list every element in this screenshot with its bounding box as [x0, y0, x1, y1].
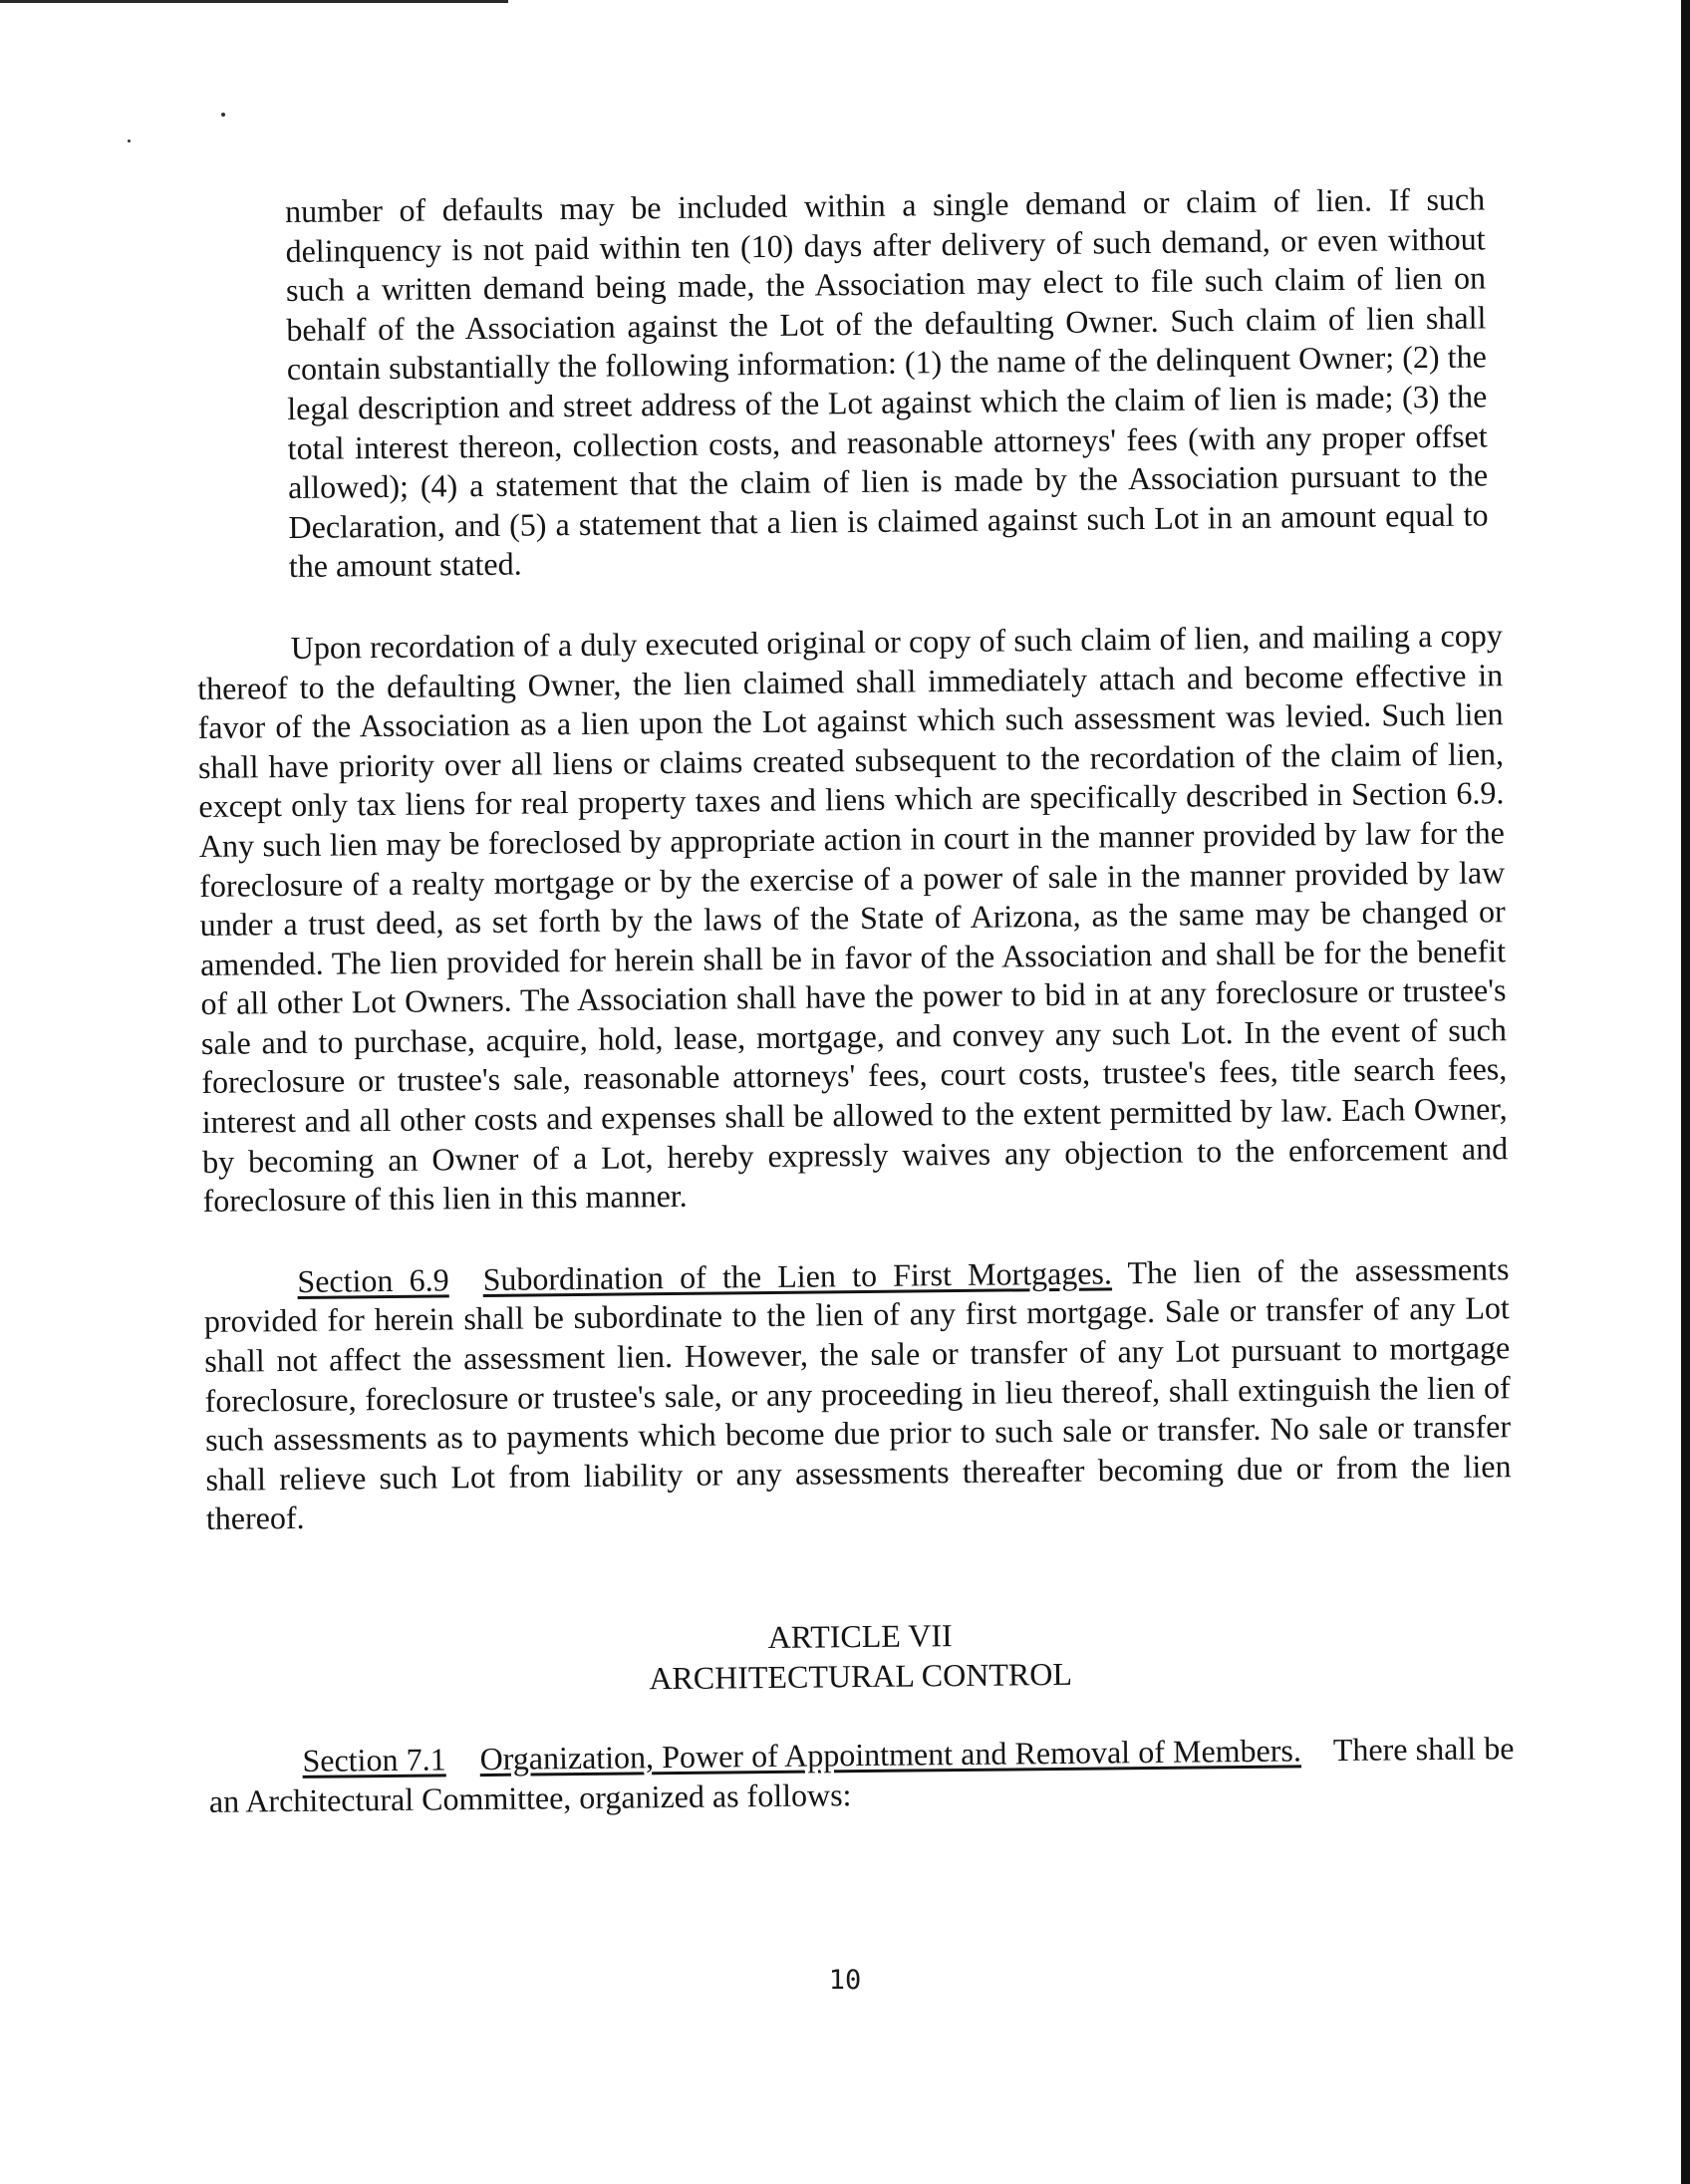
document-body [192, 179, 1515, 1821]
recordation-paragraph: Upon recordation of a duly executed original or copy of such claim of lien, and mailing a copy thereof to the defaulting Owner, the lien claimed shall immediately attach and become effective in favor of the Association as a lien upon the Lot against which such assessment was levied. Such lien shall have priority over all liens or claims created subsequent to the recordation of the claim of lien, except only tax liens for real property taxes and liens which are specifically described in Section 6.9. Any such lien may be foreclosed by appropriate action in court in the manner provided by law for the foreclosure of a realty mortgage or by the exercise of a power of sale in the manner provided by law under a trust deed, as set forth by the laws of the State of Arizona, as the same may be changed or amended. The lien provided for herein shall be in favor of the Association and shall be for the benefit of all other Lot Owners. The Association shall have the power to bid in at any foreclosure or trustee's sale and to purchase, acquire, hold, lease, mortgage, and convey any such Lot. In the event of such foreclosure or trustee's sale, reasonable attorneys' fees, court costs, trustee's fees, title search fees, interest and all other costs and expenses shall be allowed to the extent permitted by law. Each Owner, by becoming an Owner of a Lot, hereby expressly waives any objection to the enforcement and foreclosure of this lien in this manner. [197, 617, 1509, 1220]
scan-speck [128, 139, 131, 142]
section-body: The lien of the assessments provided for herein shall be subordinate to the lien of any first mortgage. Sale or transfer of any Lot shall not affect the assessment lien. However, the sale or transfer of any Lot pursuant to mortgage foreclosure, foreclosure or trustee's sale, or any proceeding in lieu thereof, shall extinguish the lien of such assessments as to payments which become due prior to such sale or transfer. No sale or transfer shall relieve such Lot from liability or any assessments thereafter becoming due or from the lien thereof. [203, 1250, 1512, 1537]
section-title: Subordination of the Lien to First Mortgages. [482, 1254, 1113, 1297]
section-number: Section 6.9 [297, 1261, 449, 1299]
page-number: 10 [828, 1965, 862, 1996]
continued-paragraph: number of defaults may be included within a single demand or claim of lien. If such delinquency is not paid within ten (10) days after delivery of such demand, or even without such a written demand being made, the Association may elect to file such claim of lien on behalf of the Association against the Lot of the defaulting Owner. Such claim of lien shall contain substantially the following information: (1) the name of the delinquent Owner; (2) the legal description and street address of the Lot against which the claim of lien is made; (3) the total interest thereon, collection costs, and reasonable attorneys' fees (with any proper offset allowed); (4) a statement that the claim of lien is made by the Association pursuant to the Declaration, and (5) a statement that a lien is claimed against such Lot in an amount equal to the amount stated. [285, 180, 1489, 585]
section-body: There shall be an Architectural Committee, organized as follows: [208, 1730, 1515, 1819]
scan-right-edge [1681, 0, 1690, 2184]
section-number: Section 7.1 [302, 1741, 446, 1778]
scan-top-edge [0, 0, 508, 3]
article-number: ARTICLE VII [767, 1617, 953, 1656]
section-7-1-paragraph [208, 1729, 1515, 1821]
scan-speck [221, 113, 225, 117]
section-6-9-paragraph [203, 1249, 1512, 1539]
article-heading [207, 1609, 1514, 1703]
section-title: Organization, Power of Appointment and Removal of Members. [479, 1732, 1302, 1777]
article-title: ARCHITECTURAL CONTROL [649, 1655, 1073, 1697]
